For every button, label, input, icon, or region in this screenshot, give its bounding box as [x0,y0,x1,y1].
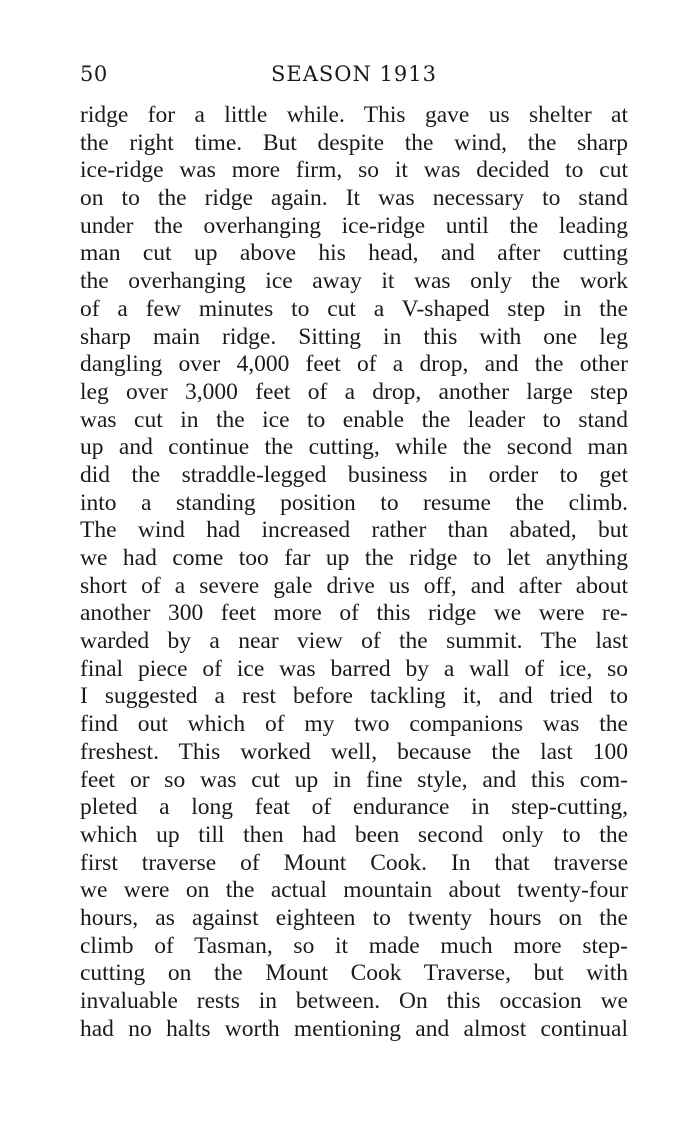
text-line: ridge for a little while. This gave us shelter at [80,102,628,128]
text-line: invaluable rests in between. On this occasion we [80,988,628,1014]
text-line: first traverse of Mount Cook. In that traverse [80,849,628,876]
text-line: freshest. This worked well, because the last 100 [80,738,628,765]
text-line: final piece of ice was barred by a wall of ice, so [80,655,628,682]
text-line: on to the ridge again. It was necessary to stand [80,185,628,212]
text-line: under the overhanging ice-ridge until the leading [80,212,628,239]
text-line: another 300 feet more of this ridge we were re- [80,600,628,627]
text-line: had no halts worth mentioning and almost continual [80,1015,628,1042]
body-text [80,102,628,1043]
running-head [80,62,628,92]
text-line: we were on the actual mountain about twenty-four [80,877,628,904]
text-line: into a standing position to resume the climb. [80,489,628,516]
text-line: The wind had increased rather than abated, but [80,517,628,544]
text-line: the overhanging ice away it was only the work [80,268,628,295]
text-line: which up till then had been second only to the [80,821,628,848]
text-line: I suggested a rest before tackling it, and tried to [80,683,628,710]
text-line: find out which of my two companions was the [80,711,628,738]
text-line: warded by a near view of the summit. The last [80,628,628,655]
text-line: man cut up above his head, and after cutting [80,240,628,267]
text-line: we had come too far up the ridge to let anything [80,545,628,571]
text-line: the right time. But despite the wind, the sharp [80,129,628,156]
text-line: ice-ridge was more firm, so it was decided to cut [80,157,628,184]
text-line: leg over 3,000 feet of a drop, another large step [80,378,628,405]
text-line: short of a severe gale drive us off, and after about [80,572,628,599]
text-line: climb of Tasman, so it made much more step- [80,932,628,959]
page-number: 50 [80,62,108,86]
text-line: cutting on the Mount Cook Traverse, but with [80,960,628,987]
text-line: of a few minutes to cut a V-shaped step in the [80,295,628,322]
running-title: SEASON 1913 [271,62,437,86]
text-line: sharp main ridge. Sitting in this with one leg [80,323,628,350]
text-line: up and continue the cutting, while the second man [80,434,628,461]
text-line: did the straddle-legged business in order to get [80,461,628,488]
text-line: hours, as against eighteen to twenty hours on the [80,904,628,931]
text-line: dangling over 4,000 feet of a drop, and the other [80,351,628,378]
text-line: pleted a long feat of endurance in step-cutting, [80,794,628,821]
text-line: feet or so was cut up in fine style, and this com- [80,766,628,793]
text-line: was cut in the ice to enable the leader to stand [80,406,628,433]
